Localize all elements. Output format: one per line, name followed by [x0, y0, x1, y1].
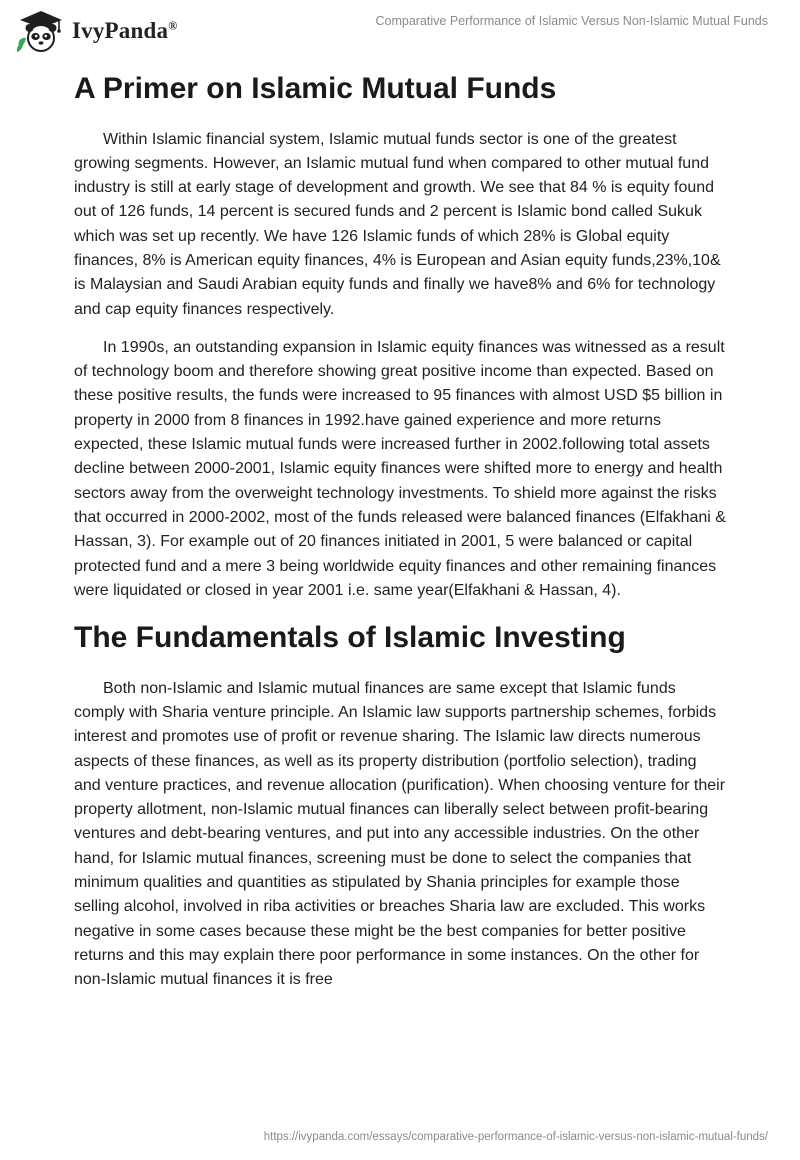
paragraph: In 1990s, an outstanding expansion in Islamic equity finances was witnessed as a result of technology boom and therefore showing great positive income than expected. Based on these positive results, the funds were increased to 95 finances with almost USD $5 billion in property in 2000 from 8 finances in 1992.have gained experience and more returns expected, these Islamic mutual funds were increased further in 2002.following total assets decline between 2000-2001, Islamic equity finances were shifted more to energy and health sectors away from the overweight technology investments. To shield more against the risks that occurred in 2000-2002, most of the funds released were balanced finances (Elfakhani & Hassan, 3). For example out of 20 finances initiated in 2001, 5 were balanced or capital protected fund and a mere 3 being worldwide equity finances and other remaining finances were liquidated or closed in year 2001 i.e. same year(Elfakhani & Hassan, 4). — [74, 338, 726, 599]
paragraph: Within Islamic financial system, Islamic mutual funds sector is one of the greatest growing segments. However, an Islamic mutual fund when compared to other mutual fund industry is still at early stage of development and growth. We see that 84 % is equity found out of 126 funds, 14 percent is secured funds and 2 percent is Islamic bond called Sukuk which was set up recently. We have 126 Islamic funds of which 28% is Global equity finances, 8% is American equity finances, 4% is European and Asian equity funds,23%,10& is Malaysian and Saudi Arabian equity funds and finally we have8% and 6% for technology and cap equity finances respectively. — [74, 130, 721, 318]
section-heading: A Primer on Islamic Mutual Funds — [74, 72, 557, 105]
panda-graduate-icon — [14, 8, 68, 54]
essay-body — [74, 70, 726, 1007]
logo-text — [72, 18, 177, 44]
source-url-link[interactable]: https://ivypanda.com/essays/comparative-performance-of-islamic-versus-non-islamic-mutual-funds/ — [263, 1131, 768, 1143]
section-heading: The Fundamentals of Islamic Investing — [74, 621, 626, 655]
ivypanda-logo[interactable] — [14, 8, 177, 54]
logo-name: IvyPanda — [72, 18, 169, 43]
paragraph: Both non-Islamic and Islamic mutual finances are same except that Islamic funds comply with Sharia venture principle. An Islamic law supports partnership schemes, forbids interest and promotes use of profit or revenue sharing. The Islamic law directs numerous aspects of these finances, as well as its property distribution (portfolio selection), trading and venture practices, and revenue allocation (purification). When choosing venture for their property allotment, non-Islamic mutual finances can liberally select between profit-bearing ventures and debt-bearing ventures, and put into any accessible industries. On the other hand, for Islamic mutual finances, screening must be done to select the companies that minimum qualities and quantities as stipulated by Shania principles for example those selling alcohol, involved in riba activities or breaches Sharia law are excluded. This works negative in some cases because these might be the best companies for better positive returns and this may explain there poor performance in some instances. On the other for non-Islamic mutual finances it is free — [74, 679, 726, 989]
registered-mark: ® — [168, 18, 178, 33]
header-document-title: Comparative Performance of Islamic Versus Non-Islamic Mutual Funds — [375, 14, 768, 28]
